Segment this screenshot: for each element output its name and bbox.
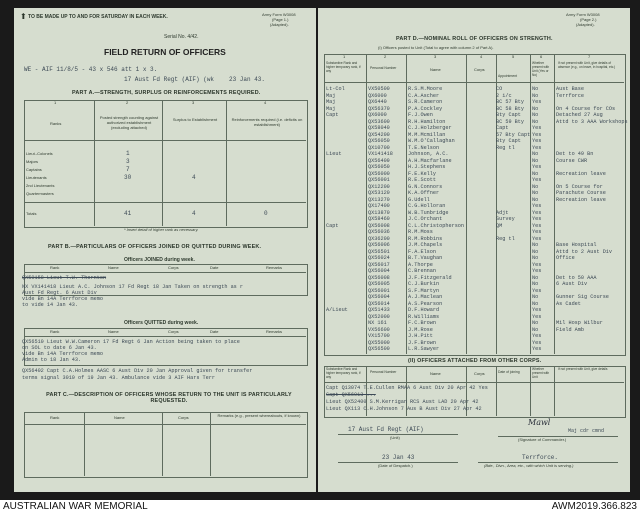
col-num: 7	[588, 54, 591, 59]
roll-number: QX56501	[368, 248, 390, 255]
adapted-label: (Adapted).	[270, 22, 289, 27]
roll-present: No	[532, 326, 539, 333]
roll-name: S.F.Martyn	[408, 287, 440, 294]
roll-name: L.R.Sawyer	[408, 346, 440, 352]
roll-present: No	[532, 196, 539, 203]
roll-number: QX56036	[368, 229, 390, 235]
roll-present: Yes	[532, 209, 542, 216]
col-header: Whether present with Unit (Yes or No)	[532, 61, 550, 77]
roll-present: Yes	[532, 144, 542, 151]
roll-rank: A/Lieut	[326, 307, 348, 313]
roll-appointment: CO	[496, 86, 503, 92]
roll-remarks: Attd to 2 Aust Div	[556, 248, 613, 255]
roll-number: QX56409	[368, 157, 390, 164]
roll-present: No	[532, 86, 539, 92]
roll-appointment: Bty Capt	[496, 112, 521, 118]
rank-label: 2nd Lieutenants	[26, 183, 55, 188]
roll-present: Yes	[532, 333, 542, 339]
attached-row: Lieut QX113 C.H.Johnson 7 Aus B Aust Div 27 Apr 42	[326, 406, 482, 412]
col-num: 2	[126, 100, 129, 105]
col-header: Rank	[50, 415, 60, 420]
col-header: Personal Number	[370, 66, 397, 70]
roll-appointment: QM	[496, 222, 503, 229]
army-form-label: Army Form W3008	[262, 12, 296, 17]
return-date: 23 Jan 43.	[229, 76, 266, 83]
col-header: Name	[430, 67, 441, 72]
roll-number: QX56008	[368, 222, 390, 229]
col-header: Remarks (e.g., present whereabouts, if known)	[217, 413, 301, 418]
roll-present: Yes	[532, 235, 542, 242]
roll-remarks: Recreation leave	[556, 196, 606, 203]
roll-present: Yes	[532, 99, 542, 105]
roll-number: QX6440	[368, 99, 387, 105]
roll-remarks: As Cadet	[556, 300, 581, 307]
roll-present: No	[532, 157, 539, 164]
totals-label: Totals	[26, 211, 37, 216]
col-header: Name	[108, 265, 119, 270]
col-num: 1	[54, 100, 57, 105]
part-a-title: PART A.—STRENGTH, SURPLUS OR REINFORCEMENTS REQUIRED.	[72, 90, 261, 96]
roll-number: QX58460	[368, 216, 390, 222]
roll-name: F.A.Elson	[408, 248, 437, 255]
roll-number: QX56500	[368, 346, 390, 352]
quitted-title: Officers QUITTED during week.	[124, 320, 199, 326]
roll-present: No	[532, 170, 539, 177]
roll-name: J.H.Pitt	[408, 333, 433, 339]
roll-name: J.M.Rose	[408, 326, 433, 333]
quitted-row: vide Bn 14A Terrforce memo	[22, 351, 103, 357]
roll-rank: Capt	[326, 112, 339, 118]
roll-name: B.T.Vaughan	[408, 255, 443, 261]
roll-remarks: Course CWR	[556, 157, 588, 164]
joined-row: vide Bn 14A Terrforce memo	[22, 296, 103, 302]
roll-present: Yes	[532, 164, 542, 170]
roll-number: QX56005	[368, 281, 390, 287]
arrow-icon: ⬆	[20, 12, 27, 21]
part-d-subtitle: (I) Officers posted to Unit (Total to agree with column 2 of Part A).	[378, 45, 494, 50]
roll-number: NX 161	[368, 320, 387, 326]
roll-present: No	[532, 248, 539, 255]
col-header: If not present with Unit, give details	[558, 367, 608, 371]
roll-number: QX56024	[368, 255, 390, 261]
roll-present: No	[532, 294, 539, 300]
roll-appointment: BC 57 Bty	[496, 99, 525, 105]
roll-appointment: 57 Bty Capt	[496, 131, 531, 138]
roll-number: QX52000	[368, 313, 390, 320]
roll-number: QX6000	[368, 92, 387, 99]
roll-name: S.R.Cameron	[408, 99, 443, 105]
despatch-date-label: (Date of Despatch.)	[378, 463, 413, 468]
col-header: Name	[114, 415, 125, 420]
roll-number: VX50500	[368, 86, 390, 92]
col-header: Personal Number	[370, 370, 397, 374]
roll-number: QX56008	[368, 274, 390, 281]
roll-rank: Lieut	[326, 151, 342, 157]
roll-remarks: Parachute Course	[556, 190, 606, 196]
roll-rank: Lt-Col	[326, 86, 345, 92]
col-num: 4	[264, 100, 267, 105]
roll-present: No	[532, 190, 539, 196]
roll-name: Johnson, A.C.	[408, 151, 449, 157]
roll-remarks: Terrforce	[556, 92, 585, 99]
part-d-title: PART D.—NOMINAL ROLL OF OFFICERS ON STRENGTH.	[396, 36, 553, 42]
roll-name: C.J.Holzberger	[408, 125, 452, 131]
col-header: Rank	[50, 265, 60, 270]
col-header: Substantive Rank and higher temporary rank, if any	[326, 61, 361, 73]
roll-number: QX10700	[368, 144, 390, 151]
accession-number: AWM2019.366.823	[551, 501, 637, 512]
form-heading: TO BE MADE UP TO AND FOR SATURDAY IN EACH WEEK.	[28, 14, 168, 20]
footer-unit-label: (Unit)	[390, 435, 400, 440]
roll-number: QX17400	[368, 203, 390, 209]
roll-number: QX55000	[368, 339, 390, 346]
roll-rank: Maj	[326, 92, 336, 99]
roll-number: QX56006	[368, 242, 390, 248]
col-header: Date	[210, 329, 219, 334]
footer-place-label: (Bde., Divn., Area, etc., with which Unit is serving.)	[484, 463, 574, 468]
attached-row: Capt Q13074 T.E.Cullen RMAA 6 Aust Div 20 Apr 42 Yes	[326, 385, 488, 391]
roll-number: QX56014	[368, 300, 390, 307]
roll-name: P.A.Cockley	[408, 105, 443, 112]
roll-present: Yes	[532, 287, 542, 294]
roll-name: M.M.Mcmillan	[408, 131, 446, 138]
attached-row: Lieut QX52400 S.M.Kerrigan RCS Aust LAD 20 Apr 42	[326, 399, 479, 405]
col-header: Corps	[168, 329, 179, 334]
roll-remarks: Office	[556, 255, 575, 261]
attached-row: Capt QX56013 ...	[326, 392, 376, 398]
roll-present: Yes	[532, 203, 542, 209]
despatch-date: 23 Jan 43	[382, 454, 415, 461]
roll-number: QX56004	[368, 294, 390, 300]
rank-label: Lieutenants	[26, 175, 47, 180]
attached-title: (II) OFFICERS ATTACHED FROM OTHER CORPS.	[408, 358, 542, 364]
roll-name: A.Thorpe	[408, 261, 433, 268]
col-header: If not present with Unit, give details of absence (e.g., on leave, in hospital, etc.)	[558, 61, 616, 69]
roll-present: Yes	[532, 229, 542, 235]
roll-number: QX36200	[368, 235, 390, 242]
col-header: Date of joining	[498, 370, 520, 374]
roll-name: J.C.Orchant	[408, 216, 443, 222]
roll-name: C.A.Ascher	[408, 92, 440, 99]
col-num: 5	[512, 54, 515, 59]
col-header: Name	[430, 371, 441, 376]
roll-remarks: Mil Hosp Wilbur	[556, 320, 603, 326]
quitted-row: terms signal 3010 of 19 Jan 43. Ambulance vide 3 AIF Hars Terr	[22, 375, 216, 381]
page-title: FIELD RETURN OF OFFICERS	[104, 47, 226, 57]
roll-name: W.M.O'Callaghan	[408, 138, 455, 144]
roll-name: A.J.Maclean	[408, 294, 443, 300]
quitted-row: QX56402 Capt C.A.Holmes AASC 6 Aust Div 20 Jan Approval given for transfer	[22, 368, 253, 374]
joined-row: to vide 14 Jan 43.	[22, 302, 79, 308]
roll-present: No	[532, 118, 539, 125]
roll-name: F.J.Owen	[408, 112, 433, 118]
roll-name: F.C.Brown	[408, 320, 437, 326]
roll-present: Yes	[532, 346, 542, 352]
right-page	[318, 8, 630, 492]
col-header-surplus: Surplus to Establishment	[172, 117, 218, 122]
roll-name: R.H.Hamilton	[408, 118, 446, 125]
roll-present: Yes	[532, 261, 542, 268]
roll-number: QX56001	[368, 287, 390, 294]
total-reinf: 0	[264, 210, 268, 217]
col-header: Rank	[50, 329, 60, 334]
roll-remarks: Aust Base	[556, 86, 585, 92]
roll-name: F.E.Kelly	[408, 170, 437, 177]
roll-present: No	[532, 281, 539, 287]
col-header: Appointment	[498, 74, 518, 78]
roll-rank: Maj	[326, 105, 336, 112]
total-posted: 41	[124, 210, 132, 217]
roll-name: R.S.M.Moore	[408, 86, 443, 92]
roll-present: Yes	[532, 125, 542, 131]
roll-present: Yes	[532, 339, 542, 346]
quitted-row: QX56510 Lieut W.W.Cameron 17 Fd Regt 6 Jan Action being taken to place	[22, 339, 240, 345]
roll-appointment: Reg tl	[496, 235, 515, 242]
roll-remarks: On 5 Course for	[556, 183, 603, 190]
joined-row: NX VX141418 Lieut A.C. Johnson 17 Fd Regt 18 Jan Taken on strength as r	[22, 284, 244, 290]
roll-name: K.A.Offner	[408, 190, 440, 196]
roll-remarks: Recreation leave	[556, 170, 606, 177]
roll-present: No	[532, 300, 539, 307]
rank-label: Majors	[26, 159, 39, 164]
roll-number: QX51433	[368, 307, 390, 313]
roll-present: No	[532, 320, 539, 326]
roll-number: QX13870	[368, 209, 390, 216]
part-b-title: PART B.—PARTICULARS OF OFFICERS JOINED OR QUITTED DURING WEEK.	[48, 244, 262, 250]
part-c-title: PART C.—DESCRIPTION OF OFFICERS WHOSE RETURN TO THE UNIT IS PARTICULARLY REQUESTED.	[46, 392, 292, 404]
roll-name: R.M.Robbins	[408, 235, 443, 242]
posted-value: 1	[126, 150, 130, 157]
col-num: 3	[192, 100, 195, 105]
roll-present: No	[532, 255, 539, 261]
roll-number: QX58040	[368, 125, 390, 131]
roll-name: A.H.Macfarlane	[408, 157, 452, 164]
institution-name: AUSTRALIAN WAR MEMORIAL	[3, 501, 148, 512]
roll-number: QX53120	[368, 190, 390, 196]
roll-present: Yes	[532, 313, 542, 320]
commander-signature: Mawl	[528, 418, 551, 427]
roll-rank: Maj	[326, 99, 336, 105]
roll-appointment: 2 i/c	[496, 92, 512, 99]
roll-present: No	[532, 242, 539, 248]
roll-present: Yes	[532, 177, 542, 183]
roll-name: T.E.Nelson	[408, 144, 440, 151]
roll-number: QX56050	[368, 138, 390, 144]
col-header-reinf: Reinforcements required (i.e. deficits on establishment)	[231, 117, 303, 127]
roll-number: QX53600	[368, 118, 390, 125]
roll-appointment: BC 58 Bty	[496, 105, 525, 112]
roll-name: A.S.Pearson	[408, 300, 443, 307]
roll-number: VX56600	[368, 326, 390, 333]
col-header: Remarks	[266, 265, 283, 270]
roll-present: No	[532, 274, 539, 281]
col-header-ranks: Ranks	[50, 121, 62, 126]
col-header: Corps	[168, 265, 179, 270]
rank-label: Captains	[26, 167, 42, 172]
surplus-value: 4	[192, 174, 196, 181]
roll-present: No	[532, 105, 539, 112]
roll-row	[318, 346, 630, 353]
roll-name: G.N.Connors	[408, 183, 443, 190]
roll-name: C.Brennan	[408, 268, 437, 274]
posted-value: 30	[124, 174, 132, 181]
roll-present: Yes	[532, 307, 542, 313]
roll-name: R.M.Moss	[408, 229, 433, 235]
roll-name: C.J.Burkin	[408, 281, 440, 287]
roll-remarks: Gunner Sig Course	[556, 294, 609, 300]
roll-name: J.M.Chapels	[408, 242, 443, 248]
col-header: Date	[210, 265, 219, 270]
roll-present: No	[532, 112, 539, 118]
col-header: Substantive Rank and higher temporary rank, if any	[326, 367, 361, 379]
col-header: Corps	[474, 371, 485, 376]
roll-number: QX56004	[368, 268, 390, 274]
roll-number: VX15700	[368, 333, 390, 339]
rank-label: Lieut.-Colonels	[26, 151, 53, 156]
col-header: Corps	[474, 67, 485, 72]
roll-remarks: Field Amb	[556, 326, 585, 333]
roll-appointment: BC 59 Bty	[496, 118, 525, 125]
roll-remarks: Detached 27 Aug	[556, 112, 603, 118]
roll-number: QX6000	[368, 112, 387, 118]
army-form-label: Army Form W3008	[566, 12, 600, 17]
roll-remarks: Det to 49 Bn	[556, 151, 594, 157]
roll-appointment: Adjt	[496, 209, 509, 216]
roll-appointment: Survey	[496, 216, 515, 222]
page-number: (Page 1.)	[272, 17, 289, 22]
adapted-label: (Adapted).	[576, 22, 595, 27]
roll-appointment: Bty Capt	[496, 138, 521, 144]
roll-name: R.Williams	[408, 313, 440, 320]
quitted-row: on SOL to date 6 Jan 43.	[22, 345, 97, 351]
part-c-table	[24, 412, 308, 478]
roll-present: Yes	[532, 268, 542, 274]
serial-number: Serial No. 4/42.	[164, 34, 199, 40]
roll-name: H.J.Stephens	[408, 164, 446, 170]
joined-title: Officers JOINED during week.	[124, 257, 195, 263]
joined-row: Aust Fd Regt. 6 Aust Div	[22, 290, 97, 296]
roll-name: C.L.Christopherson	[408, 222, 465, 229]
left-page	[14, 8, 316, 492]
roll-number: QX56017	[368, 261, 390, 268]
roll-present: No	[532, 92, 539, 99]
roll-rank: Capt	[326, 222, 339, 229]
total-surplus: 4	[192, 210, 196, 217]
col-header: Remarks	[266, 329, 283, 334]
col-num: 4	[480, 54, 483, 59]
roll-name: D.F.Howard	[408, 307, 440, 313]
footer-place: Terrforce.	[522, 454, 559, 461]
col-num: 6	[540, 54, 543, 59]
roll-remarks: 6 Aust Div	[556, 281, 588, 287]
roll-remarks: Attd to 3 AAA Workshops	[556, 118, 628, 125]
col-num: 2	[384, 54, 387, 59]
roll-name: G.Udell	[408, 196, 430, 203]
col-num: 1	[343, 54, 346, 59]
signature-label: (Signature of Commander.)	[518, 437, 567, 442]
page-number: (Page 2.)	[580, 17, 597, 22]
roll-remarks: Det to 50 AAA	[556, 274, 597, 281]
unit-line: 17 Aust Fd Regt (AIF) (wk	[124, 76, 215, 83]
signature-rank: Maj cdr cmnd	[568, 428, 605, 434]
roll-name: C.G.Holloran	[408, 203, 446, 209]
roll-number: QX12200	[368, 183, 390, 190]
roll-present: Yes	[532, 216, 542, 222]
establishment-line: WE - AIF 11/8/5 - 43 x 546 att 1 x 3.	[24, 66, 158, 73]
posted-value: 7	[126, 166, 130, 173]
roll-number: QX54200	[368, 131, 390, 138]
col-header: Name	[108, 329, 119, 334]
col-header: Corps	[178, 415, 189, 420]
roll-name: J.F.Fitzgerald	[408, 274, 452, 281]
roll-remarks: Base Hospital	[556, 242, 597, 248]
roll-present: Yes	[532, 222, 542, 229]
roll-number: QX56000	[368, 170, 390, 177]
roll-number: VX141418	[368, 151, 393, 157]
part-a-note: * Insert detail of higher rank as necessary.	[124, 227, 199, 232]
roll-remarks: On 4 Course for COs	[556, 105, 616, 112]
roll-appointment: Capt	[496, 125, 509, 131]
col-header-posted: Posted strength counting against authorized establishment (excluding attached)	[99, 115, 159, 130]
posted-value: 3	[126, 158, 130, 165]
caption-bar	[0, 500, 640, 514]
roll-number: QX13270	[368, 196, 390, 203]
col-header: Whether present with Unit	[532, 367, 550, 379]
footer-unit: 17 Aust Fd Regt (AIF)	[348, 426, 424, 433]
roll-appointment: Reg tl	[496, 144, 515, 151]
roll-present: No	[532, 183, 539, 190]
roll-number: QX56370	[368, 105, 390, 112]
roll-number: QX56050	[368, 164, 390, 170]
col-num: 3	[434, 54, 437, 59]
quitted-row: Admin to 18 Jan 43.	[22, 357, 82, 363]
roll-present: No	[532, 151, 539, 157]
roll-name: J.F.Brown	[408, 339, 437, 346]
rank-label: Quartermasters	[26, 191, 54, 196]
roll-present: Yes	[532, 131, 542, 138]
roll-present: Yes	[532, 138, 542, 144]
roll-name: W.B.Tunbridge	[408, 209, 449, 216]
joined-row: QX50158 Lieut T.W. Thornton	[22, 275, 107, 281]
roll-name: R.E.Scott	[408, 177, 437, 183]
roll-number: QX56001	[368, 177, 390, 183]
